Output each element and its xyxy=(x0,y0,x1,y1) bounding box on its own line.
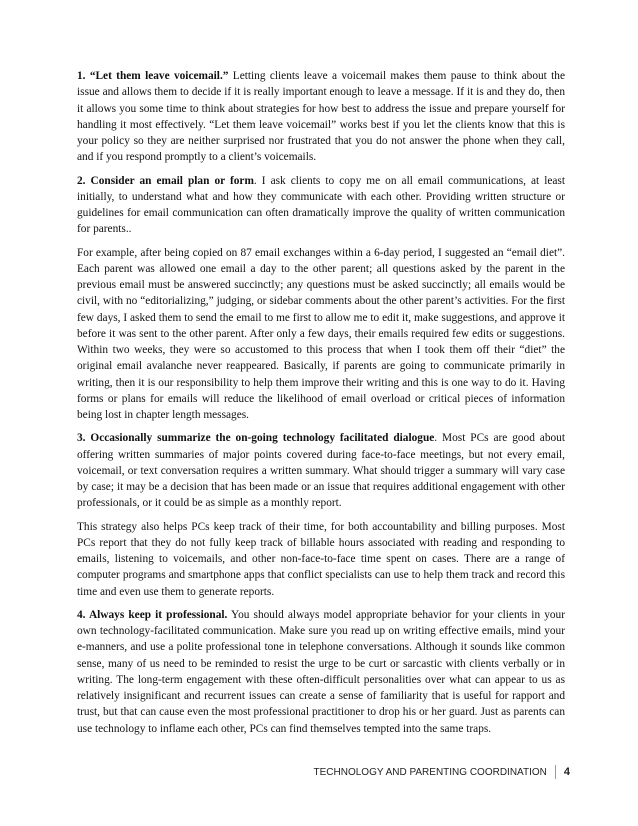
paragraph-3 xyxy=(77,245,565,424)
paragraph-text: . Most PCs are good about offering written summaries of major points covered during face-to-face meetings, but not every email, voicemail, or text conversation requires a written summary. What should trigger a summary will vary case by case; it may be a decision that has been made or an issue that requires additional engagement with other professionals, or it could be as simple as a monthly report. xyxy=(77,432,566,510)
paragraph-heading: 3. Occasionally summarize the on-going technology facilitated dialogue xyxy=(77,432,435,445)
paragraph-heading: 1. “Let them leave voicemail.” xyxy=(77,70,229,82)
paragraph-text: . I ask clients to copy me on all email communications, at least initially, to understand what and how they communicate with each other. Providing written structure or guidelines for email communication can often dramatically improve the quality of written communication for parents.. xyxy=(77,174,565,236)
paragraph-heading: 2. Consider an email plan or form xyxy=(77,174,254,187)
running-title: TECHNOLOGY AND PARENTING COORDINATION xyxy=(313,766,547,778)
paragraph-heading: 4. Always keep it professional. xyxy=(77,608,228,621)
page-footer xyxy=(314,763,570,781)
paragraph-1 xyxy=(77,68,565,166)
page-number: 4 xyxy=(563,766,570,778)
paragraph-text: You should always model appropriate behavior for your clients in your own technology-facilitated communication. Make sure you read up on writing effective emails, mind your e-manners, and use a polite professional tone in telephone conversations. Although it sounds like common sense, many of us need to be reminded to resist the urge to be curt or sarcastic with clients verbally or in writing. The long-term engagement with these often-difficult personalities over what can appear to us as relatively insignificant and recurrent issues can create a sense of familiarity that is useful for rapport and trust, but that can cause even the most professional practitioner to drop his or her guard. Just as parents can use technology to inflame each other, PCs can find themselves tempted into the same traps. xyxy=(77,608,565,735)
paragraph-2 xyxy=(77,173,565,238)
paragraph-text: Letting clients leave a voicemail makes them pause to think about the issue and allows them to decide if it is really important enough to leave a message. If it is and they do, then it allows you some time to think about strategies for how best to address the issue and prepare yourself for handling it most effectively. “Let them leave voicemail” works best if you let the clients know that this is your policy so they are neither surprised nor frustrated that you do not answer the phone when they call, and if you respond promptly to a client’s voicemails. xyxy=(77,70,565,164)
paragraph-4 xyxy=(77,430,565,511)
paragraph-text: For example, after being copied on 87 email exchanges within a 6-day period, I suggested an “email diet”. Each parent was allowed one email a day to the other parent; all questions asked by the parent in the previous email must be answered succinctly; any questions must be asked succinctly; all emails would be civil, with no “editorializing,” judging, or sidebar comments about the other parent’s activities. For the first few days, I asked them to send the email to me first to allow me to edit it, make suggestions, and approve it before it was sent to the other parent. After only a few days, their emails required few edits or suggestions. Within two weeks, they were so accustomed to this process that when I took them off their “diet” the original email avalanche never reappeared. Basically, if parents are going to communicate primarily in writing, then it is our responsibility to help them improve their writing and this is one way to do it. Having forms or plans for emails will reduce the likelihood of email overload or critical pieces of information being lost in chapter length messages. xyxy=(77,246,565,421)
footer-divider xyxy=(555,765,556,779)
paragraph-6 xyxy=(77,607,565,737)
paragraph-text: This strategy also helps PCs keep track of their time, for both accountability and billing purposes. Most PCs report that they do not fully keep track of billable hours associated with reading and responding to emails, listening to voicemails, and other non-face-to-face time spent on cases. There are a range of computer programs and smartphone apps that conflict specialists can use to help them track and record this time and even use them to generate reports. xyxy=(77,520,565,598)
paragraph-5 xyxy=(77,519,565,600)
body-text xyxy=(77,68,565,744)
